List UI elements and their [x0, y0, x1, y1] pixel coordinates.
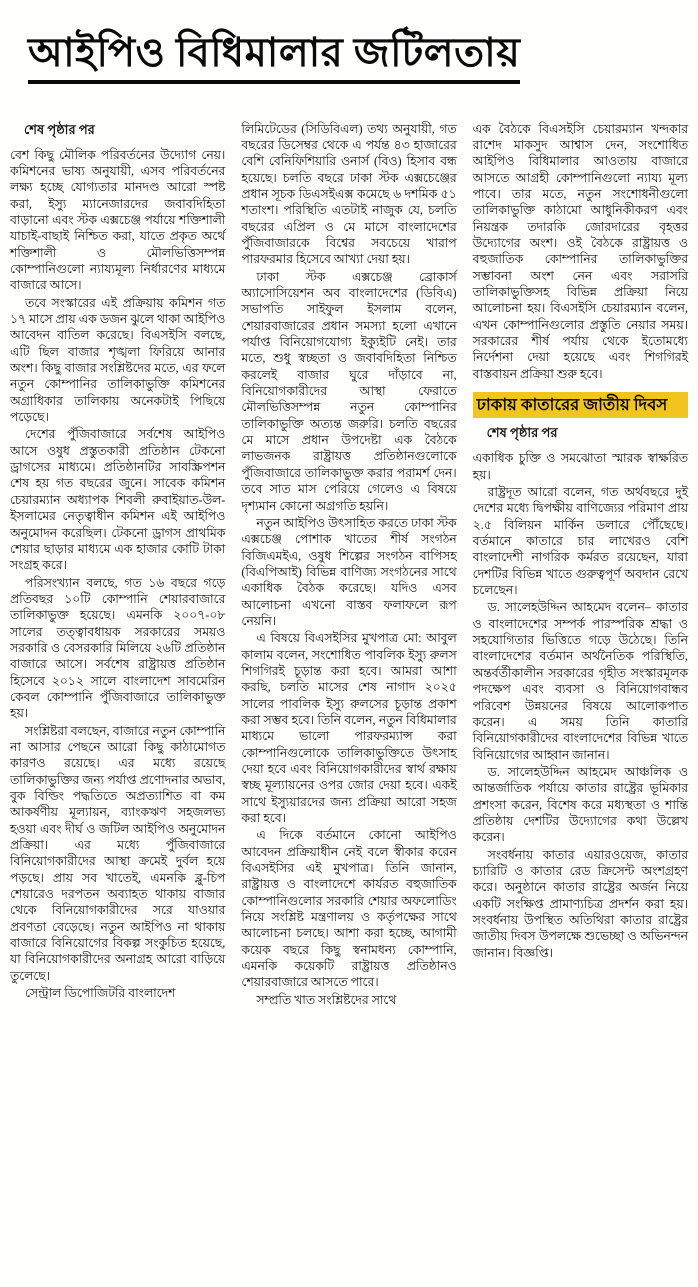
- article-ipo-headline: আইপিও বিধিমালার জটিলতায়: [28, 31, 520, 84]
- column-1-body: [10, 147, 225, 1002]
- article-paragraph: পরিসংখ্যান বলছে, গত ১৬ বছরে গড়ে প্রতিবছর ১০টি কোম্পানি শেয়ারবাজারে তালিকাভুক্ত হয়েছে। এমনকি ২০০৭-০৮ সালের তত্ত্বাবধায়ক সরকারের সময়ও সরকারি ও বেসরকারি মিলিয়ে ২৬টি প্রতিষ্ঠান বাজারে আসে। সর্বশেষ রাষ্ট্রায়ত্ত প্রতিষ্ঠান হিসেবে ২০১২ সালে বাংলাদেশ সাবমেরিন কেবল কোম্পানি পুঁজিবাজারে তালিকাভুক্ত হয়।: [10, 575, 226, 721]
- column-2-body: [241, 121, 456, 1009]
- continuation-label: শেষ পৃষ্ঠার পর: [24, 121, 95, 137]
- article-paragraph: দেশের পুঁজিবাজারে সর্বশেষ আইপিও আসে ওষুধ প্রস্তুতকারী প্রতিষ্ঠান টেকনো ড্রাগসের মাধ্যমে। প্রতিষ্ঠানটির সাবস্ক্রিপশন শেষ হয় গত বছরের জুনে। সাবেক কমিশন চেয়ারম্যান অধ্যাপক শিবলী রুবাইয়াত-উল-ইসলামের নেতৃত্বাধীন কমিশন এই আইপিও অনুমোদন করেছিল। টেকনো ড্রাগস প্রাথমিক শেয়ার ছাড়ার মাধ্যমে এক হাজার কোটি টাকা সংগ্রহ করে।: [10, 427, 226, 573]
- article-paragraph: এ বিষয়ে বিএসইসির মুখপাত্র মো: আবুল কালাম বলেন, সংশোধিত পাবলিক ইস্যু রুলস শিগগিরই চূড়ান্ত করা হবে। আমরা আশা করছি, চলতি মাসের শেষ নাগাদ ২০২৫ সালের পাবলিক ইস্যু রুলসের চূড়ান্ত প্রকাশ করা সম্ভব হবে। তিনি বলেন, নতুন বিধিমালার মাধ্যমে ভালো পারফরম্যান্স করা কোম্পানিগুলোকে তালিকাভুক্তিতে উৎসাহ দেয়া হবে এবং বিনিয়োগকারীদের স্বার্থ রক্ষায় স্বচ্ছ মূল্যায়নের ওপর জোর দেয়া হবে। একই সাথে ইস্যুয়ারদের জন্য প্রক্রিয়া আরো সহজ করা হবে।: [241, 631, 457, 826]
- article-paragraph: রাষ্ট্রদূত আরো বলেন, গত অর্থবছরে দুই দেশের মধ্যে দ্বিপক্ষীয় বাণিজ্যের পরিমাণ প্রায় ২.৫ বিলিয়ন মার্কিন ডলারে পৌঁছেছে। বর্তমানে কাতারে চার লাখেরও বেশি বাংলাদেশী নাগরিক কর্মরত রয়েছেন, যারা দেশটির বিভিন্ন খাতে গুরুত্বপূর্ণ অবদান রেখে চলেছেন।: [472, 485, 688, 598]
- article-paragraph: এক বৈঠকে বিএসইসি চেয়ারম্যান খন্দকার রাশেদ মাকসুদ আশ্বাস দেন, সংশোধিত আইপিও বিধিমালার আওতায় বাজারে আসতে আগ্রহী কোম্পানিগুলো ন্যায্য মূল্য পাবে। তার মতে, নতুন সংশোধনীগুলো তালিকাভুক্তি কাঠামো আধুনিকীকরণ এবং নিয়ন্ত্রক তদারকি জোরদারের বৃহত্তর উদ্যোগের অংশ। ওই বৈঠকে রাষ্ট্রায়ত্ত ও বহুজাতিক কোম্পানির তালিকাভুক্তির সম্ভাবনা অংশ নেন এবং সরাসরি তালিকাভুক্তিসহ বিভিন্ন প্রক্রিয়া নিয়ে আলোচনা হয়। বিএসইসি চেয়ারম্যান বলেন, এখন কোম্পানিগুলোর প্রস্তুতি নেয়ার সময়। সরকারের শীর্ষ পর্যায় থেকে ইতোমধ্যে নির্দেশনা দেয়া হয়েছে এবং শিগগিরই বাস্তবায়ন প্রক্রিয়া শুরু হবে।: [472, 121, 688, 381]
- article-paragraph: সেন্ট্রাল ডিপোজিটরি বাংলাদেশ: [25, 986, 176, 1001]
- article-qatar-body: [473, 450, 688, 961]
- article-paragraph: ড. সালেহউদ্দিন আহমেদ আঞ্চলিক ও আন্তর্জাতিক পর্যায়ে কাতার রাষ্ট্রের ভূমিকার প্রশংসা করেন, বিশেষ করে মধ্যস্থতা ও শান্তি প্রতিষ্ঠায় দেশটির উদ্যোগের কথা উল্লেখ করেন।: [472, 764, 688, 845]
- article-paragraph: ড. সালেহউদ্দিন আহমেদ বলেন– কাতার ও বাংলাদেশের সম্পর্ক পারস্পরিক শ্রদ্ধা ও সহযোগিতার ভিত্তিতে গড়ে উঠেছে। তিনি বাংলাদেশের বর্তমান অর্থনৈতিক পরিস্থিতি, অন্তর্বর্তীকালীন সরকারের গৃহীত সংস্কারমূলক পদক্ষেপ এবং ব্যবসা ও বিনিয়োগবান্ধব পরিবেশ উন্নয়নের বিষয়ে আলোকপাত করেন। এ সময় তিনি কাতারি বিনিয়োগকারীদের বাংলাদেশের বিভিন্ন খাতে বিনিয়োগের আহ্বান জানান।: [472, 600, 688, 762]
- article-paragraph: ঢাকা স্টক এক্সচেঞ্জ ব্রোকার্স অ্যাসোসিয়েশন অব বাংলাদেশের (ডিবিএ) সভাপতি সাইফুল ইসলাম বলেন, শেয়ারবাজারের প্রধান সমস্যা হলো এখানে পর্যাপ্ত বিনিয়োগযোগ্য ইক্যুইটি নেই। তার মতে, শুধু স্বচ্ছতা ও জবাবদিহিতা নিশ্চিত করলেই বাজার ঘুরে দাঁড়াবে না, বিনিয়োগকারীদের আস্থা ফেরাতে মৌলভিত্তিসম্পন্ন নতুন কোম্পানির তালিকাভুক্তি অত্যন্ত জরুরি। চলতি বছরের মে মাসে প্রধান উপদেষ্টা এক বৈঠকে লাভজনক রাষ্ট্রায়ত্ত প্রতিষ্ঠানগুলোকে পুঁজিবাজারে তালিকাভুক্ত করার পরামর্শ দেন। তবে সাত মাস পেরিয়ে গেলেও এ বিষয়ে দৃশ্যমান কোনো অগ্রগতি হয়নি।: [241, 269, 457, 513]
- article-paragraph: নতুন আইপিও উৎসাহিত করতে ঢাকা স্টক এক্সচেঞ্জ পোশাক খাতের শীর্ষ সংগঠন বিজিএমইএ, ওষুধ শিল্পের সংগঠন বাপিসহ (বিএপিআই) বিভিন্ন বাণিজ্য সংগঠনের সাথে একাধিক বৈঠক করেছে। যদিও এসব আলোচনা এখনো বাস্তব ফলাফলে রূপ নেয়নি।: [241, 515, 457, 628]
- article-paragraph: তবে সংস্কারের এই প্রক্রিয়ায় কমিশন গত ১৭ মাসে প্রায় এক ডজন ঝুলে থাকা আইপিও আবেদন বাতিল করেছে। বিএসইসি বলছে, এটি ছিল বাজার শৃঙ্খলা ফিরিয়ে আনার অংশ। কিছু বাজার সংশ্লিষ্টদের মতে, এর ফলে নতুন কোম্পানির তালিকাভুক্তি কমিশনের অগ্রাধিকার তালিকায় অনেকটাই পিছিয়ে পড়েছে।: [10, 295, 226, 425]
- column-3: [473, 121, 688, 962]
- article-paragraph: একাধিক চুক্তি ও সমঝোতা স্মারক স্বাক্ষরিত হয়।: [472, 451, 688, 482]
- article-paragraph: বেশ কিছু মৌলিক পরিবর্তনের উদ্যোগ নেয়। কমিশনের ভাষ্য অনুযায়ী, এসব পরিবর্তনের লক্ষ্য হচ্ছে যোগ্যতার মানদণ্ড আরো স্পষ্ট করা, ইস্যু ম্যানেজারদের জবাবদিহিতা বাড়ানো এবং স্টক এক্সচেঞ্জ পর্যায়ে শক্তিশালী যাচাই-বাছাই নিশ্চিত করা, যাতে প্রকৃত অর্থে শক্তিশালী ও মৌলভিত্তিসম্পন্ন কোম্পানিগুলো ন্যায্যমূল্য নির্ধারণের মাধ্যমে বাজারে আসে।: [10, 147, 226, 293]
- column-2: [241, 121, 456, 1010]
- column-1: [10, 121, 225, 1003]
- column-3-body: [473, 121, 688, 383]
- article-paragraph: লিমিটেডের (সিডিবিএল) তথ্য অনুযায়ী, গত বছরের ডিসেম্বর থেকে এ পর্যন্ত ৪৩ হাজারের বেশি বেনিফিশিয়ারি ওনার্স (বিও) হিসাব বন্ধ হয়েছে। চলতি বছরে ঢাকা স্টক এক্সচেঞ্জের প্রধান সূচক ডিএসইএক্স কমেছে ৬ দশমিক ৫১ শতাংশ। পরিস্থিতি এতটাই নাজুক যে, চলতি বছরের এপ্রিল ও মে মাসে বাংলাদেশের পুঁজিবাজারকে বিশ্বের সবচেয়ে খারাপ পারফরমার হিসেবে আখ্যা দেয়া হয়।: [241, 121, 457, 267]
- continuation-label: শেষ পৃষ্ঠার পর: [486, 425, 558, 441]
- headline-area: [10, 4, 688, 111]
- article-qatar-headline: ঢাকায় কাতারের জাতীয় দিবস: [473, 392, 688, 418]
- article-paragraph: সংবর্ধনায় কাতার এয়ারওয়েজ, কাতার চ্যারিটি ও কাতার রেড ক্রিসেন্ট অংশগ্রহণ করে। অনুষ্ঠানে কাতার রাষ্ট্রের অর্জন নিয়ে একটি সংক্ষিপ্ত প্রামাণ্যচিত্র প্রদর্শন করা হয়। সংবর্ধনায় উপস্থিত অতিথিরা কাতার রাষ্ট্রের জাতীয় দিবস উপলক্ষে শুভেচ্ছা ও অভিনন্দন জানান। বিজ্ঞপ্তি।: [472, 847, 688, 960]
- article-paragraph: সম্প্রতি খাত সংশ্লিষ্টদের সাথে: [256, 992, 397, 1007]
- article-paragraph: এ দিকে বর্তমানে কোনো আইপিও আবেদন প্রক্রিয়াধীন নেই বলে স্বীকার করেন বিএসইসির এই মুখপাত্র। তিনি জানান, রাষ্ট্রায়ত্ত ও বাংলাদেশে কার্যরত বহুজাতিক কোম্পানিগুলোর সরকারি শেয়ার অফলোডিং নিয়ে সংশ্লিষ্ট মন্ত্রণালয় ও কর্তৃপক্ষের সাথে আলোচনা চলছে। আশা করা হচ্ছে, আগামী কয়েক বছরে কিছু স্বনামধন্য কোম্পানি, এমনকি কয়েকটি রাষ্ট্রায়ত্ত প্রতিষ্ঠানও শেয়ারবাজারে আসতে পারে।: [241, 828, 457, 990]
- article-paragraph: সংশ্লিষ্টরা বলছেন, বাজারে নতুন কোম্পানি না আসার পেছনে আরো কিছু কাঠামোগত কারণও রয়েছে। এর মধ্যে রয়েছে তালিকাভুক্তির জন্য পর্যাপ্ত প্রণোদনার অভাব, বুক বিল্ডিং পদ্ধতিতে অপ্রত্যাশিত বা কম আকর্ষণীয় মূল্যায়ন, ব্যাংকঋণ সহজলভ্য হওয়া এবং দীর্ঘ ও জটিল আইপিও অনুমোদন প্রক্রিয়া। এর মধ্যে পুঁজিবাজারে বিনিয়োগকারীদের আস্থা ক্রমেই দুর্বল হয়ে পড়ছে। প্রায় সব খাতেই, এমনকি ব্লু-চিপ শেয়ারেও দরপতন অব্যাহত থাকায় বাজার থেকে বিনিয়োগকারীদের সরে যাওয়ার প্রবণতা বেড়েছে। নতুন আইপিও না থাকায় বাজারে বিনিয়োগের বিকল্প সংকুচিত হয়েছে, যা বিনিয়োগকারীদের অনাগ্রহ আরো বাড়িয়ে তুলেছে।: [10, 723, 226, 983]
- article-columns: [10, 121, 688, 1010]
